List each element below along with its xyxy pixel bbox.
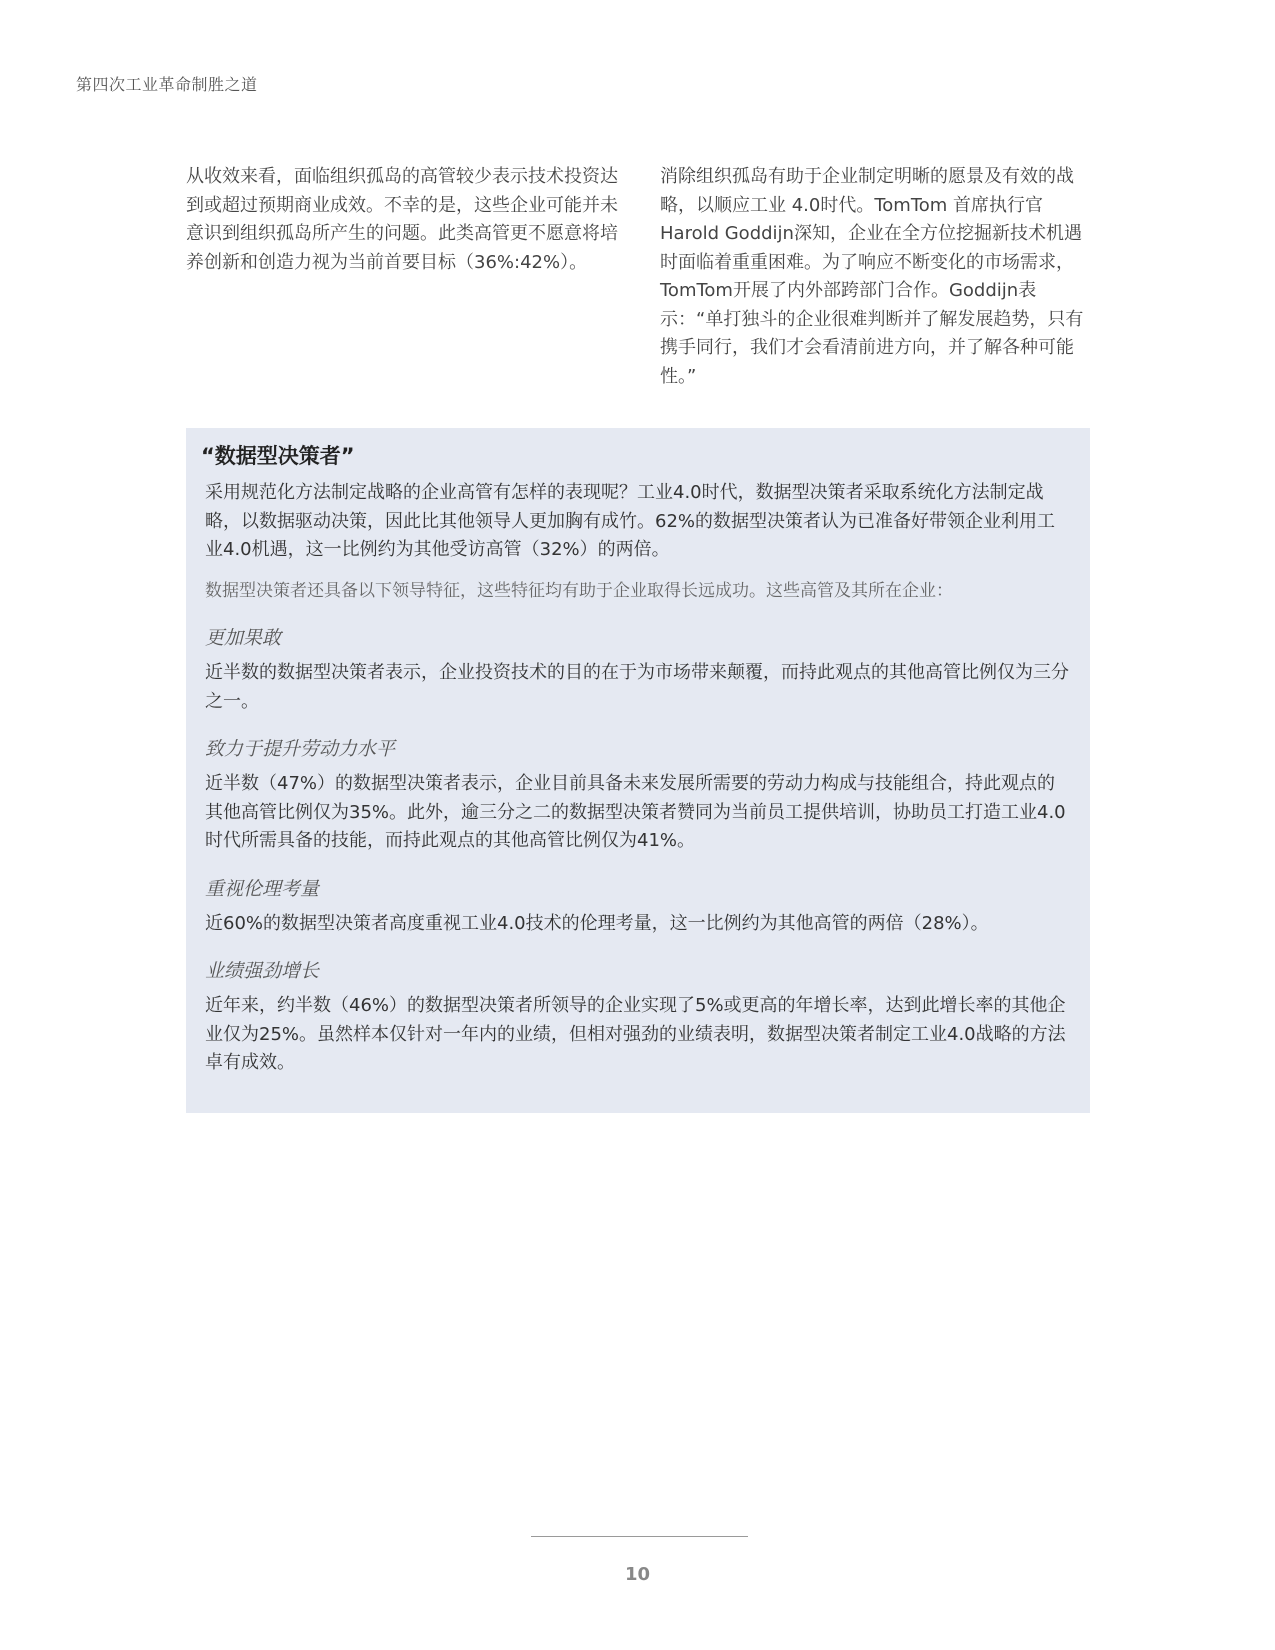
- callout-title: “数据型决策者”: [201, 444, 355, 468]
- section-heading-workforce: 致力于提升劳动力水平: [205, 738, 396, 760]
- section-heading-decisive: 更加果敢: [205, 627, 282, 649]
- callout-intro: 采用规范化方法制定战略的企业高管有怎样的表现呢？工业4.0时代，数据型决策者采取系统化方法制定战略，以数据驱动决策，因此比其他领导人更加胸有成竹。62%的数据型决策者认为已准备好带领企业利用工业4.0机遇，这一比例约为其他受访高管（32%）的两倍。: [205, 482, 1056, 560]
- data-driven-decision-makers-callout: [186, 428, 1090, 1113]
- page-number: 10: [624, 1564, 651, 1585]
- body-paragraph-right: 消除组织孤岛有助于企业制定明晰的愿景及有效的战略，以顺应工业 4.0时代。TomTom 首席执行官Harold Goddijn深知，企业在全方位挖掘新技术机遇时面临着重重困难。为了响应不断变化的市场需求，TomTom开展了内外部跨部门合作。Goddijn表示：“单打独斗的企业很难判断并了解发展趋势，只有携手同行，我们才会看清前进方向，并了解各种可能性。”: [660, 166, 1084, 387]
- body-paragraph-left: 从收效来看，面临组织孤岛的高管较少表示技术投资达到或超过预期商业成效。不幸的是，这些企业可能并未意识到组织孤岛所产生的问题。此类高管更不愿意将培养创新和创造力视为当前首要目标（36%:42%）。: [186, 166, 618, 273]
- section-text-growth: 近年来，约半数（46%）的数据型决策者所领导的企业实现了5%或更高的年增长率，达到此增长率的其他企业仅为25%。虽然样本仅针对一年内的业绩，但相对强劲的业绩表明，数据型决策者制定工业4.0战略的方法卓有成效。: [205, 995, 1066, 1073]
- section-heading-ethics: 重视伦理考量: [205, 877, 320, 900]
- section-text-workforce: 近半数（47%）的数据型决策者表示，企业目前具备未来发展所需要的劳动力构成与技能组合，持此观点的其他高管比例仅为35%。此外，逾三分之二的数据型决策者赞同为当前员工提供培训，协助员工打造工业4.0时代所需具备的技能，而持此观点的其他高管比例仅为41%。: [205, 773, 1066, 851]
- running-header: 第四次工业革命制胜之道: [76, 75, 258, 94]
- footer-divider: [531, 1536, 748, 1537]
- section-text-ethics: 近60%的数据型决策者高度重视工业4.0技术的伦理考量，这一比例约为其他高管的两倍（28%）。: [205, 912, 989, 934]
- section-text-decisive: 近半数的数据型决策者表示，企业投资技术的目的在于为市场带来颠覆，而持此观点的其他高管比例仅为三分之一。: [205, 662, 1069, 712]
- callout-intro-traits: 数据型决策者还具备以下领导特征，这些特征均有助于企业取得长远成功。这些高管及其所在企业：: [205, 580, 953, 601]
- section-heading-growth: 业绩强劲增长: [205, 960, 320, 982]
